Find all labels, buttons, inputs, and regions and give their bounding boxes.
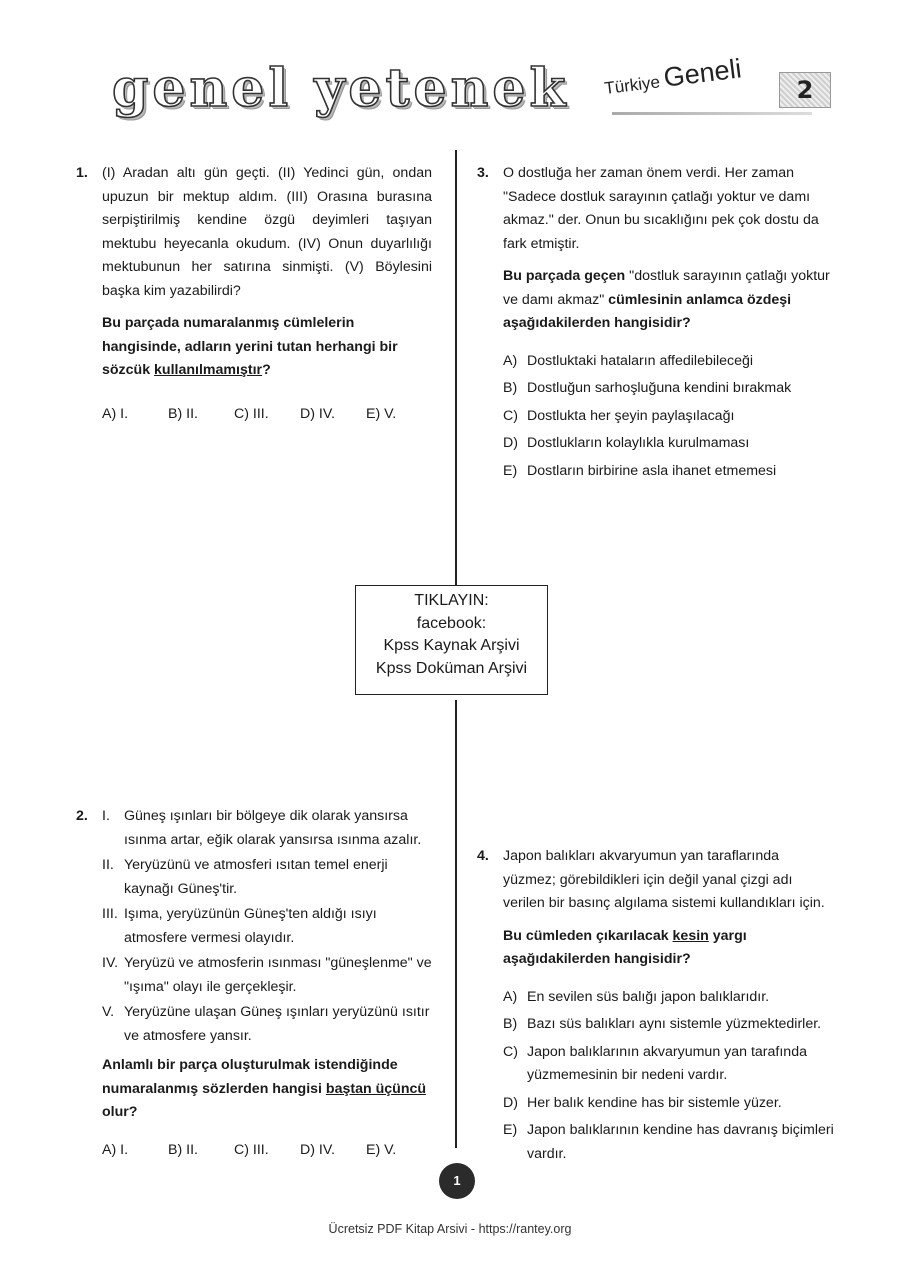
option-a[interactable]	[503, 986, 835, 1010]
statement-text: Güneş ışınları bir bölgeye dik olarak yansırsa ısınma artar, eğik olarak yansırsa ısınma azalır.	[124, 808, 422, 848]
option-e[interactable]	[503, 460, 835, 484]
prompt-underlined: kesin	[672, 927, 709, 944]
prompt-text: Bu cümleden çıkarılacak	[503, 927, 673, 944]
option-text: Dostluktaki hataların affedilebileceği	[527, 352, 754, 369]
question-number: 3.	[477, 165, 489, 181]
statement-text: Yeryüzü ve atmosferin ısınması "güneşlenme" ve "ışıma" olayı ile gerçekleşir.	[124, 955, 432, 995]
tag-big-text: Geneli	[661, 53, 744, 93]
question-3	[477, 162, 835, 487]
prompt-text: Bu parçada numaralanmış cümlelerin hangisinde, adların yerini tutan herhangi bir sözcük	[102, 315, 398, 378]
question-text: (I) Aradan altı gün geçti. (II) Yedinci gün, ondan upuzun bir mektup aldım. (III) Orasına burasına serpiştirilmiş kendine özgü deyimleri taşıyan mektubu heyecanla okudum. (IV) Onun duyarlılığı mektubunun her satırına sinmişti. (V) Böylesini başka kim yazabilirdi?	[102, 165, 432, 299]
answer-options	[102, 1139, 432, 1163]
tag-title	[602, 53, 743, 101]
option-text: Japon balıklarının akvaryumun yan tarafında yüzmemesinin bir nedeni vardır.	[527, 1043, 807, 1083]
option-text: Dostlukta her şeyin paylaşılacağı	[527, 407, 735, 424]
question-text: Japon balıkları akvaryumun yan taraflarında yüzmez; görebildikleri için değil yanal çizgi adı verilen bir basınç algılama sistemi kullandıkları için.	[503, 848, 825, 911]
page-number-badge: 1	[439, 1163, 475, 1199]
option-a[interactable]: A) I.	[102, 1141, 129, 1158]
option-b[interactable]: B) II.	[168, 405, 198, 422]
statement-item	[102, 952, 432, 999]
option-e[interactable]: E) V.	[366, 1141, 397, 1158]
question-number: 4.	[477, 848, 489, 864]
option-text: Dostların birbirine asla ihanet etmemesi	[527, 462, 777, 479]
statement-text: Işıma, yeryüzünün Güneş'ten aldığı ısıyı atmosfere vermesi olayıdır.	[124, 906, 377, 946]
option-e[interactable]: E) V.	[366, 405, 397, 422]
option-c[interactable]: C) III.	[234, 405, 269, 422]
column-divider-bottom	[455, 700, 457, 1148]
option-label: A)	[503, 352, 518, 369]
option-a[interactable]	[503, 350, 835, 374]
logo-genel-yetenek: genel yetenek	[112, 58, 570, 119]
option-text: Japon balıklarının kendine has davranış biçimleri vardır.	[527, 1122, 834, 1162]
option-a[interactable]: A) I.	[102, 405, 129, 422]
question-4	[477, 845, 835, 1170]
option-e[interactable]	[503, 1119, 835, 1166]
option-label: B)	[503, 380, 518, 396]
option-label: D)	[503, 1094, 518, 1111]
tag-underline	[612, 112, 812, 115]
option-d[interactable]: D) IV.	[300, 1141, 335, 1158]
promo-line-3: Kpss Kaynak Arşivi	[383, 637, 520, 654]
option-d[interactable]	[503, 1092, 835, 1116]
question-number: 1.	[76, 165, 88, 181]
prompt-underlined: baştan üçüncü	[325, 1080, 427, 1097]
statement-item	[102, 854, 432, 901]
option-b[interactable]: B) II.	[168, 1141, 198, 1158]
prompt-end: ?	[262, 362, 271, 378]
prompt-text: Anlamlı bir parça oluşturulmak istendiğinde numaralanmış sözlerden hangisi	[102, 1057, 398, 1097]
option-label: C)	[503, 1043, 518, 1060]
prompt-end: olur?	[102, 1104, 138, 1120]
statement-text: Yeryüzünü ve atmosferi ısıtan temel enerji kaynağı Güneş'tir.	[124, 857, 388, 897]
promo-line-4: Kpss Doküman Arşivi	[375, 659, 528, 677]
prompt-end: yargı aşağıdakilerden hangisidir?	[503, 927, 747, 967]
statement-item	[102, 805, 432, 852]
answer-options	[102, 403, 432, 427]
option-label: D)	[503, 435, 518, 451]
option-label: A)	[503, 988, 518, 1005]
turkiye-geneli-tag	[603, 53, 831, 118]
statement-item	[102, 903, 432, 950]
statement-label: IV.	[102, 955, 119, 971]
option-label: E)	[503, 462, 518, 479]
tag-small-text: Türkiye	[603, 72, 661, 99]
promo-box[interactable]	[355, 585, 548, 695]
answer-options	[503, 350, 835, 484]
option-text: En sevilen süs balığı japon balıklarıdır.	[527, 988, 770, 1005]
promo-line-1: TIKLAYIN:	[414, 592, 489, 609]
option-text: Bazı süs balıkları aynı sistemle yüzmektedirler.	[527, 1016, 822, 1032]
statement-label: V.	[102, 1004, 115, 1020]
question-prompt	[503, 925, 835, 972]
statement-label: III.	[102, 906, 118, 922]
option-label: E)	[503, 1122, 518, 1138]
question-prompt	[102, 1054, 432, 1125]
option-b[interactable]	[503, 1013, 835, 1037]
option-text: Her balık kendine has bir sistemle yüzer.	[527, 1094, 782, 1111]
promo-line-2: facebook:	[416, 614, 487, 632]
question-prompt	[503, 265, 835, 336]
column-divider-top	[455, 150, 457, 585]
option-c[interactable]	[503, 1041, 835, 1088]
question-2	[76, 805, 432, 1162]
option-label: B)	[503, 1016, 518, 1032]
statement-item	[102, 1001, 432, 1048]
question-text: O dostluğa her zaman önem verdi. Her zaman "Sadece dostluk sarayının çatlağı yoktur ve damı akmaz." der. Onun bu sıcaklığını pek çok dostu da fark etmiştir.	[503, 165, 819, 252]
prompt-text: Bu parçada geçen	[503, 268, 630, 284]
question-number: 2.	[76, 808, 88, 824]
option-text: Dostlukların kolaylıkla kurulmaması	[527, 435, 750, 451]
statement-label: I.	[102, 808, 110, 824]
prompt-quote: "dostluk sarayının çatlağı yoktur ve damı akmaz"	[503, 268, 830, 308]
option-d[interactable]	[503, 432, 835, 456]
statement-list	[102, 805, 432, 1048]
option-c[interactable]: C) III.	[234, 1141, 269, 1158]
option-c[interactable]	[503, 405, 835, 429]
footer-text: Ücretsiz PDF Kitap Arsivi - https://rantey.org	[328, 1222, 572, 1236]
option-d[interactable]: D) IV.	[300, 405, 335, 422]
statement-text: Yeryüzüne ulaşan Güneş ışınları yeryüzünü ısıtır ve atmosfere yansır.	[124, 1004, 430, 1044]
question-1	[76, 162, 432, 426]
answer-options	[503, 986, 835, 1167]
option-text: Dostluğun sarhoşluğuna kendini bırakmak	[527, 380, 792, 396]
tag-number-box: 2	[779, 72, 831, 108]
prompt-underlined: kullanılmamıştır	[154, 362, 263, 378]
option-b[interactable]	[503, 377, 835, 401]
prompt-end: cümlesinin anlamca özdeşi aşağıdakilerden hangisidir?	[503, 291, 792, 331]
statement-label: II.	[102, 857, 114, 873]
question-prompt	[102, 312, 432, 383]
option-label: C)	[503, 407, 518, 424]
